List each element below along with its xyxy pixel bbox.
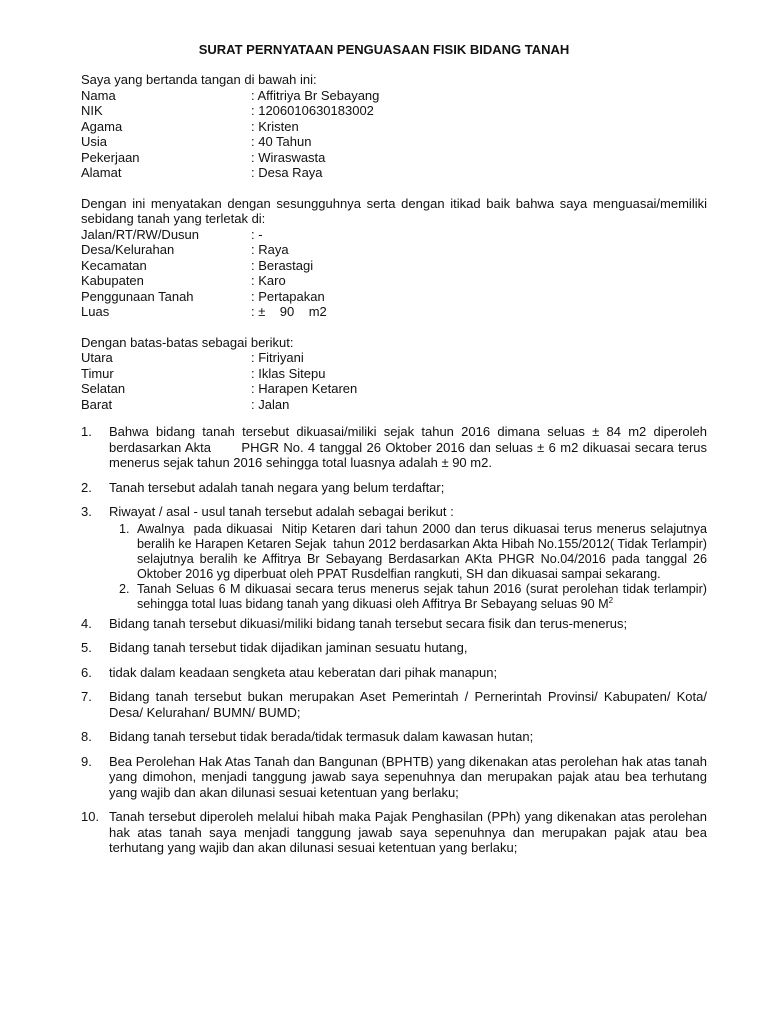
list-item bbox=[81, 504, 711, 612]
field-label: Kabupaten bbox=[81, 273, 144, 288]
field-label: Kecamatan bbox=[81, 257, 147, 273]
item-number: 8. bbox=[81, 729, 92, 744]
statement-text: Dengan ini menyatakan dengan sesungguhnya serta dengan itikad baik bahwa saya menguasai/memiliki sebidang tanah yang terletak di: bbox=[81, 195, 707, 226]
item-number: 2. bbox=[81, 479, 92, 495]
list-item bbox=[81, 689, 707, 720]
field-value: : Harapen Ketaren bbox=[251, 381, 358, 396]
sub-item-number: 1. bbox=[119, 521, 130, 536]
field-label: Nama bbox=[81, 87, 116, 103]
field-label: Desa/Kelurahan bbox=[81, 242, 175, 257]
item-text: Bea Perolehan Hak Atas Tanah dan Bangunan (BPHTB) yang dikenakan atas perolehan hak atas tanah yang dimohon, menjadi tanggung jawab saya sepenuhnya dan merupakan pajak atau bea terhutang yang wajib dan akan dilunasi sesuai ketentuan yang berlaku; bbox=[109, 753, 707, 800]
border-row bbox=[81, 381, 707, 397]
list-item bbox=[81, 754, 707, 801]
list-item bbox=[81, 809, 707, 856]
person-row bbox=[81, 134, 707, 150]
border-row bbox=[81, 366, 707, 382]
list-item bbox=[81, 640, 707, 656]
person-row bbox=[81, 88, 707, 104]
item-text: Bidang tanah tersebut bukan merupakan Aset Pemerintah / Pernerintah Provinsi/ Kabupaten/ Kota/ Desa/ Kelurahan/ BUMN/ BUMD; bbox=[109, 689, 707, 720]
field-value: : Karo bbox=[251, 273, 286, 288]
sub-item-text: Tanah Seluas 6 M dikuasai secara terus menerus sejak tahun 2016 (surat perolehan tidak terlampir) sehingga total luas bidang tanah yang dikuasi oleh Affitrya Br Sebayang seluas 90 M bbox=[137, 581, 707, 611]
field-value: : Wiraswasta bbox=[251, 149, 326, 165]
field-value: : ± 90 m2 bbox=[251, 304, 327, 319]
field-value: : Kristen bbox=[251, 118, 299, 134]
land-details bbox=[81, 227, 707, 320]
item-text: Tanah tersebut adalah tanah negara yang belum terdaftar; bbox=[109, 479, 445, 495]
field-label: Alamat bbox=[81, 165, 122, 180]
document-title: SURAT PERNYATAAN PENGUASAAN FISIK BIDANG TANAH bbox=[198, 42, 570, 57]
item-number: 9. bbox=[81, 753, 92, 769]
field-value: : - bbox=[251, 226, 263, 242]
field-label: NIK bbox=[81, 103, 103, 118]
land-row bbox=[81, 289, 707, 305]
field-label: Penggunaan Tanah bbox=[81, 288, 194, 304]
field-value: : 1206010630183002 bbox=[251, 103, 374, 118]
border-details bbox=[81, 350, 707, 412]
border-row bbox=[81, 397, 707, 413]
field-label: Agama bbox=[81, 118, 123, 134]
item-number: 6. bbox=[81, 664, 92, 680]
item-number: 10. bbox=[81, 809, 100, 824]
border-row bbox=[81, 350, 707, 366]
land-row bbox=[81, 258, 707, 274]
field-label: Jalan/RT/RW/Dusun bbox=[81, 226, 200, 242]
sub-item-text-wrap bbox=[137, 582, 707, 612]
field-label: Luas bbox=[81, 304, 110, 319]
person-row bbox=[81, 103, 707, 119]
item-text: Bidang tanah tersebut tidak berada/tidak termasuk dalam kawasan hutan; bbox=[109, 729, 534, 744]
list-item bbox=[81, 665, 707, 681]
item-number: 1. bbox=[81, 424, 92, 439]
history-sublist bbox=[119, 521, 711, 612]
field-label: Timur bbox=[81, 365, 114, 381]
land-row bbox=[81, 304, 707, 320]
land-row bbox=[81, 227, 707, 243]
field-label: Selatan bbox=[81, 381, 126, 396]
field-label: Utara bbox=[81, 350, 113, 365]
field-value: : Berastagi bbox=[251, 257, 314, 273]
field-value: : Desa Raya bbox=[251, 165, 323, 180]
field-label: Usia bbox=[81, 134, 108, 149]
item-number: 4. bbox=[81, 615, 92, 631]
document-body bbox=[81, 72, 711, 865]
statement-list bbox=[81, 424, 711, 856]
field-value: : Jalan bbox=[251, 396, 290, 412]
sub-list-item bbox=[119, 582, 707, 612]
field-label: Barat bbox=[81, 396, 113, 412]
person-row bbox=[81, 165, 707, 181]
superscript: 2 bbox=[608, 595, 614, 605]
item-text: Bahwa bidang tanah tersebut dikuasai/miliki sejak tahun 2016 dimana seluas ± 84 m2 diperoleh berdasarkan Akta PHGR No. 4 tanggal 26 Oktober 2016 dan seluas ± 6 m2 dikuasai secara terus menerus sejak tahun 2016 sehingga total luasnya adalah ± 90 m2. bbox=[109, 424, 711, 470]
intro-text: Saya yang bertanda tangan di bawah ini: bbox=[81, 72, 317, 87]
item-text: Bidang tanah tersebut dikuasi/miliki bidang tanah tersebut secara fisik dan terus-menerus; bbox=[109, 615, 628, 631]
sub-item-text: Awalnya pada dikuasai Nitip Ketaren dari tahun 2000 dan terus dikuasai terus menerus selajutnya beralih ke Harapen Ketaren Sejak tahun 2012 berdasarkan Akta Hibah No.155/2012( Tidak Terlampir) selajutnya beralih ke Affitrya Br Sebayang Berdasarkan AKta PHGR No.04/2016 pada tanggal 26 Oktober 2016 yg diperbuat oleh PPAT Rusdelfian rangkuti, SH dan dikuasai sampai sekarang. bbox=[137, 521, 711, 581]
list-item bbox=[81, 424, 711, 471]
list-item bbox=[81, 480, 707, 496]
item-number: 5. bbox=[81, 640, 92, 655]
item-text: Bidang tanah tersebut tidak dijadikan jaminan sesuatu hutang, bbox=[109, 640, 468, 655]
land-row bbox=[81, 273, 707, 289]
item-number: 3. bbox=[81, 504, 92, 519]
sub-list-item bbox=[119, 521, 711, 582]
field-label: Pekerjaan bbox=[81, 149, 140, 165]
item-text: Tanah tersebut diperoleh melalui hibah maka Pajak Penghasilan (PPh) yang dikenakan atas perolehan hak atas tanah saya menjadi tanggung jawab saya sepenuhnya dan merupakan pajak atau bea terhutang yang wajib dan akan dilunasi sesuai ketentuan yang berlaku; bbox=[109, 809, 707, 855]
land-row bbox=[81, 242, 707, 258]
item-text: tidak dalam keadaan sengketa atau keberatan dari pihak manapun; bbox=[109, 664, 498, 680]
item-number: 7. bbox=[81, 689, 92, 704]
person-details bbox=[81, 88, 707, 181]
borders-intro: Dengan batas-batas sebagai berikut: bbox=[81, 334, 294, 350]
sub-item-number: 2. bbox=[119, 581, 130, 596]
field-value: : Raya bbox=[251, 242, 289, 257]
item-text: Riwayat / asal - usul tanah tersebut adalah sebagai berikut : bbox=[109, 504, 454, 519]
field-value: : Iklas Sitepu bbox=[251, 365, 326, 381]
list-item bbox=[81, 616, 707, 632]
list-item bbox=[81, 729, 707, 745]
person-row bbox=[81, 119, 707, 135]
field-value: : Affitriya Br Sebayang bbox=[251, 87, 380, 103]
person-row bbox=[81, 150, 707, 166]
field-value: : 40 Tahun bbox=[251, 134, 312, 149]
field-value: : Pertapakan bbox=[251, 288, 325, 304]
field-value: : Fitriyani bbox=[251, 350, 304, 365]
